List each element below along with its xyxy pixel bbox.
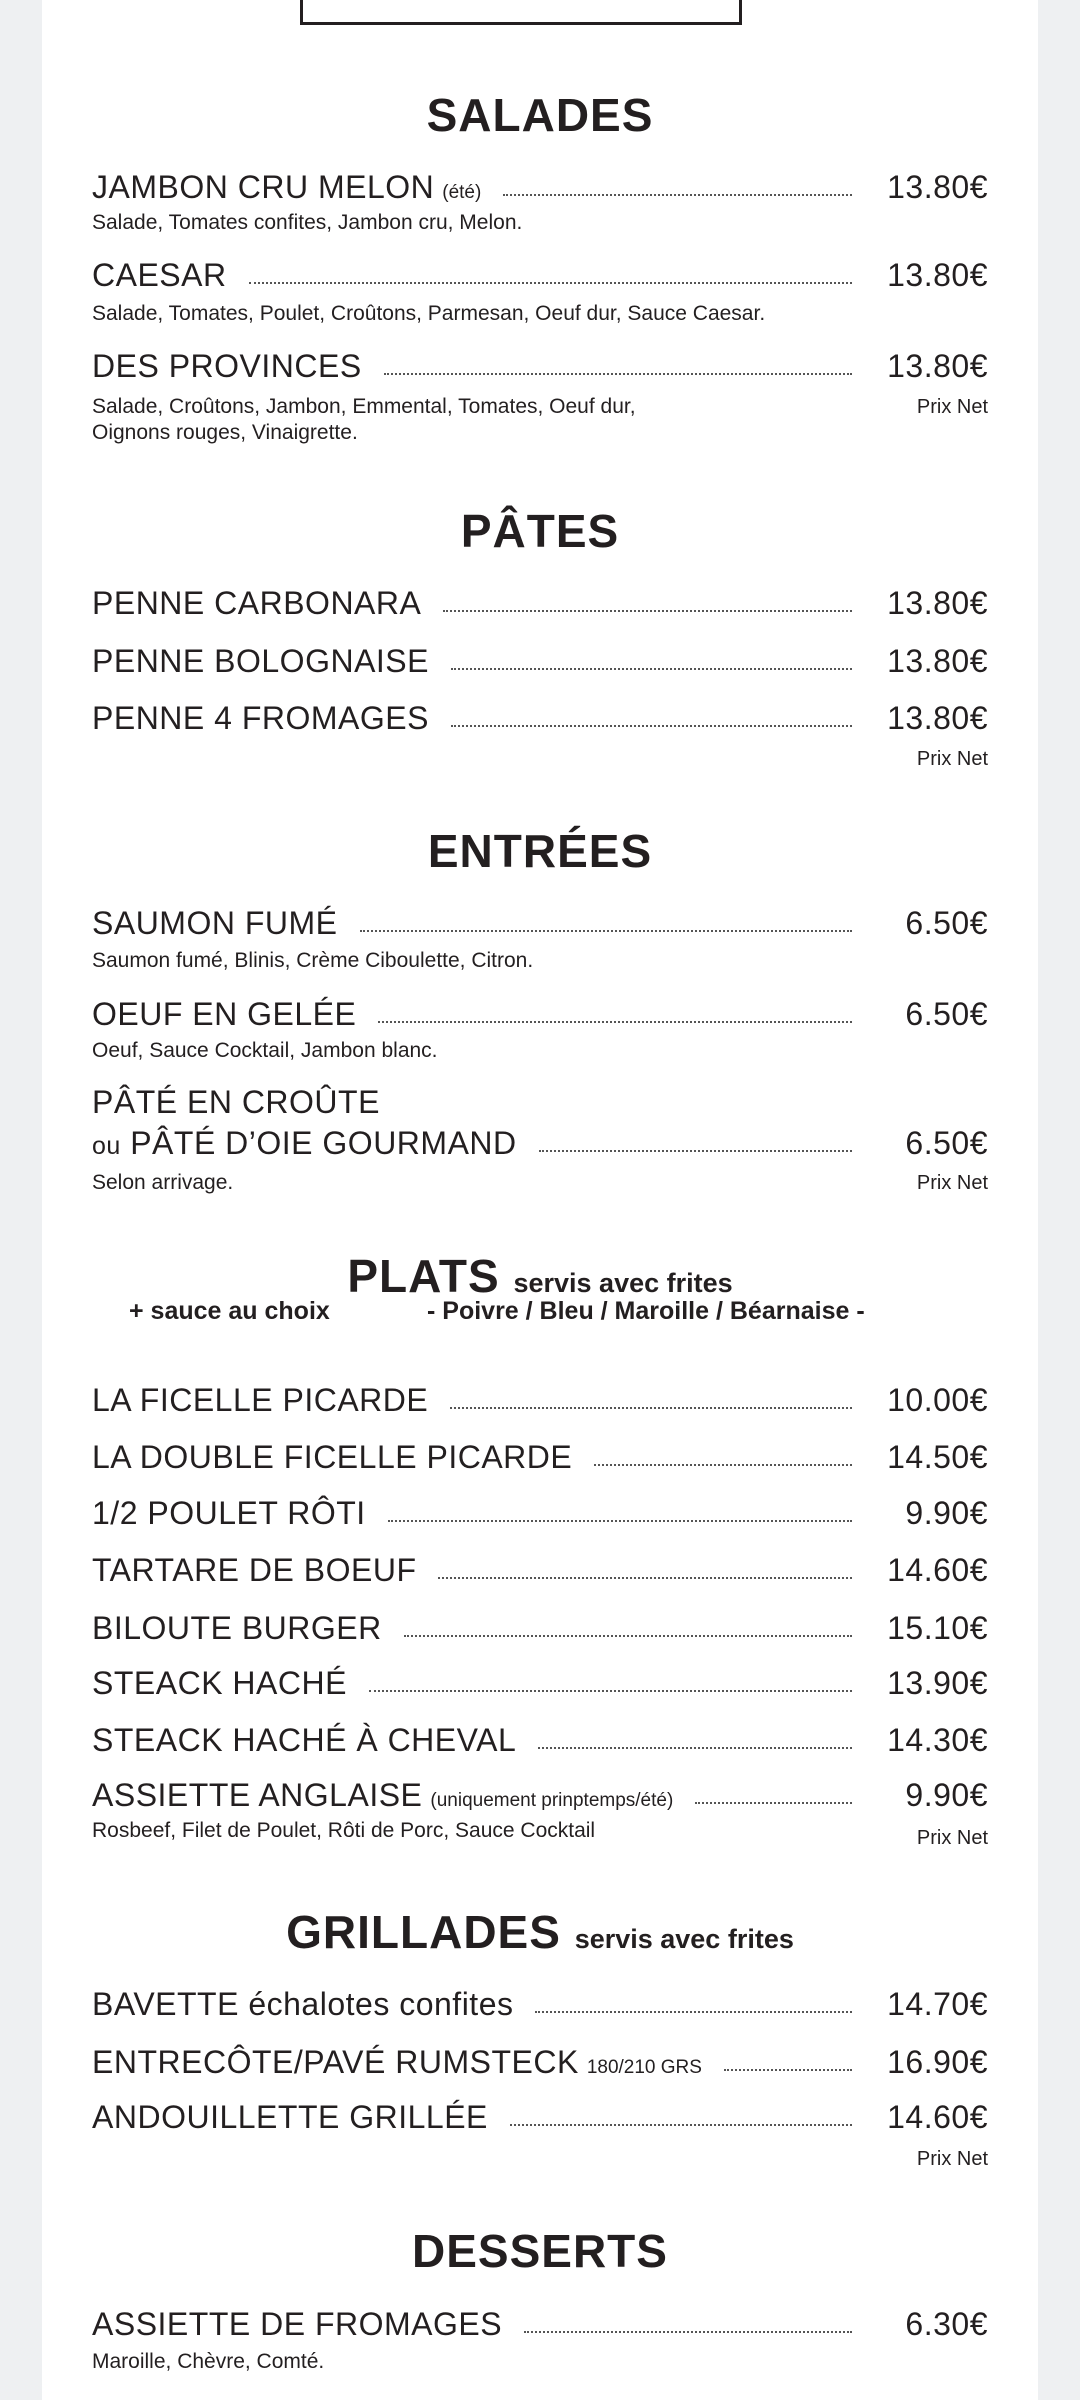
item-price: 16.90€ — [887, 2044, 988, 2080]
item-name: LA FICELLE PICARDE — [92, 1382, 429, 1418]
menu-item — [92, 698, 988, 738]
item-price: 14.30€ — [887, 1722, 988, 1758]
menu-item — [92, 2042, 988, 2082]
item-name: STEACK HACHÉ À CHEVAL — [92, 1722, 517, 1758]
dot-leader — [451, 668, 852, 670]
item-price: 10.00€ — [887, 1382, 988, 1418]
item-price: 9.90€ — [905, 1495, 988, 1531]
item-name: ENTRECÔTE/PAVÉ RUMSTECK — [92, 2044, 579, 2080]
dot-leader — [539, 1150, 852, 1152]
dot-leader — [451, 725, 852, 727]
item-price: 13.80€ — [887, 257, 988, 293]
item-price: 14.70€ — [887, 1986, 988, 2022]
dot-leader — [524, 2331, 852, 2333]
item-name: OEUF EN GELÉE — [92, 996, 357, 1032]
section-title-text: GRILLADES — [286, 1906, 561, 1958]
dot-leader — [510, 2124, 852, 2126]
menu-item — [92, 1663, 988, 1703]
item-name: JAMBON CRU MELON — [92, 169, 435, 205]
section-title-text: PLATS — [347, 1250, 500, 1302]
menu-item — [92, 1984, 988, 2024]
dot-leader — [384, 373, 852, 375]
menu-item — [92, 2097, 988, 2137]
dot-leader — [369, 1690, 852, 1692]
menu-item — [92, 1437, 988, 1477]
header-frame — [300, 0, 742, 25]
menu-item-line1 — [92, 1082, 988, 1122]
item-price: 13.90€ — [887, 1665, 988, 1701]
item-name: SAUMON FUMÉ — [92, 905, 338, 941]
item-description: Maroille, Chèvre, Comté. — [92, 2350, 325, 2373]
section-title-grillades — [0, 1907, 1080, 1964]
item-name: STEACK HACHÉ — [92, 1665, 347, 1701]
section-subtitle: servis avec frites — [513, 1268, 733, 1298]
dot-leader — [388, 1520, 852, 1522]
item-name: ASSIETTE ANGLAISE — [92, 1777, 423, 1813]
item-name-rest: échalotes confites — [248, 1986, 514, 2022]
item-description: Oeuf, Sauce Cocktail, Jambon blanc. — [92, 1039, 438, 1062]
item-name-text: PÂTÉ D’OIE GOURMAND — [130, 1125, 517, 1161]
section-title-pates: PÂTES — [460, 505, 620, 557]
prix-net-label: Prix Net — [916, 396, 988, 418]
dot-leader — [503, 194, 852, 196]
item-note: (uniquement prinptemps/été) — [430, 1790, 674, 1811]
menu-item — [92, 2304, 988, 2344]
item-description: Saumon fumé, Blinis, Crème Ciboulette, Citron. — [92, 949, 534, 972]
menu-item — [92, 1720, 988, 1760]
item-name: PENNE CARBONARA — [92, 585, 422, 621]
prix-net-label: Prix Net — [916, 1827, 988, 1849]
item-description: Salade, Tomates confites, Jambon cru, Melon. — [92, 211, 523, 234]
item-price: 9.90€ — [905, 1777, 988, 1813]
menu-item — [92, 994, 988, 1034]
item-name — [92, 1123, 517, 1166]
item-price: 6.50€ — [905, 996, 988, 1032]
dot-leader — [404, 1635, 852, 1637]
section-title-salades: SALADES — [426, 89, 654, 141]
prix-net-label: Prix Net — [916, 2148, 988, 2170]
item-price: 13.80€ — [887, 169, 988, 205]
menu-item — [92, 583, 988, 623]
item-price: 14.60€ — [887, 2099, 988, 2135]
item-name: 1/2 POULET RÔTI — [92, 1495, 366, 1531]
sauce-options: - Poivre / Bleu / Maroille / Béarnaise - — [427, 1297, 865, 1325]
item-name: PENNE 4 FROMAGES — [92, 700, 429, 736]
item-name — [92, 1984, 513, 2024]
item-price: 14.50€ — [887, 1439, 988, 1475]
item-name: ANDOUILLETTE GRILLÉE — [92, 2099, 488, 2135]
item-name: PENNE BOLOGNAISE — [92, 643, 429, 679]
item-description: Salade, Tomates, Poulet, Croûtons, Parmesan, Oeuf dur, Sauce Caesar. — [92, 302, 766, 325]
item-price: 6.50€ — [905, 1125, 988, 1161]
menu-item — [92, 255, 988, 295]
item-name: PÂTÉ EN CROÛTE — [92, 1084, 380, 1120]
item-name: ASSIETTE DE FROMAGES — [92, 2306, 503, 2342]
item-name: DES PROVINCES — [92, 348, 362, 384]
dot-leader — [594, 1464, 852, 1466]
item-name-text: BAVETTE — [92, 1986, 239, 2022]
item-name: LA DOUBLE FICELLE PICARDE — [92, 1439, 573, 1475]
item-price: 13.80€ — [887, 348, 988, 384]
item-note: 180/210 GRS — [586, 2057, 702, 2078]
section-subtitle: servis avec frites — [574, 1924, 794, 1954]
item-name: CAESAR — [92, 257, 227, 293]
dot-leader — [360, 930, 853, 932]
item-name: TARTARE DE BOEUF — [92, 1552, 417, 1588]
dot-leader — [450, 1407, 852, 1409]
menu-item — [92, 1775, 988, 1815]
menu-item — [92, 346, 988, 386]
dot-leader — [695, 1802, 852, 1804]
item-description: Selon arrivage. — [92, 1171, 234, 1194]
item-description: Rosbeef, Filet de Poulet, Rôti de Porc, Sauce Cocktail — [92, 1819, 596, 1842]
item-price: 13.80€ — [887, 643, 988, 679]
menu-item — [92, 1380, 988, 1420]
dot-leader — [538, 1747, 852, 1749]
item-price: 15.10€ — [887, 1610, 988, 1646]
item-price: 14.60€ — [887, 1552, 988, 1588]
menu-item — [92, 641, 988, 681]
menu-item — [92, 1550, 988, 1590]
item-description: Oignons rouges, Vinaigrette. — [92, 421, 358, 444]
dot-leader — [443, 610, 852, 612]
item-prefix: ou — [92, 1132, 121, 1160]
item-price: 13.80€ — [887, 585, 988, 621]
dot-leader — [438, 1577, 852, 1579]
menu-item — [92, 903, 988, 943]
item-name: BILOUTE BURGER — [92, 1610, 382, 1646]
item-description: Salade, Croûtons, Jambon, Emmental, Tomates, Oeuf dur, — [92, 395, 636, 418]
item-price: 13.80€ — [887, 700, 988, 736]
item-price: 6.50€ — [905, 905, 988, 941]
dot-leader — [249, 282, 852, 284]
item-price: 6.30€ — [905, 2306, 988, 2342]
menu-item — [92, 1123, 988, 1163]
menu-item — [92, 1493, 988, 1533]
menu-item — [92, 1608, 988, 1648]
menu-item — [92, 167, 988, 207]
dot-leader — [378, 1021, 852, 1023]
item-note: (été) — [442, 182, 482, 203]
section-title-entrees: ENTRÉES — [427, 825, 653, 877]
sauce-label: + sauce au choix — [129, 1297, 330, 1325]
dot-leader — [535, 2011, 852, 2013]
section-title-desserts: DESSERTS — [412, 2225, 668, 2277]
dot-leader — [724, 2069, 852, 2071]
prix-net-label: Prix Net — [916, 748, 988, 770]
prix-net-label: Prix Net — [916, 1172, 988, 1194]
